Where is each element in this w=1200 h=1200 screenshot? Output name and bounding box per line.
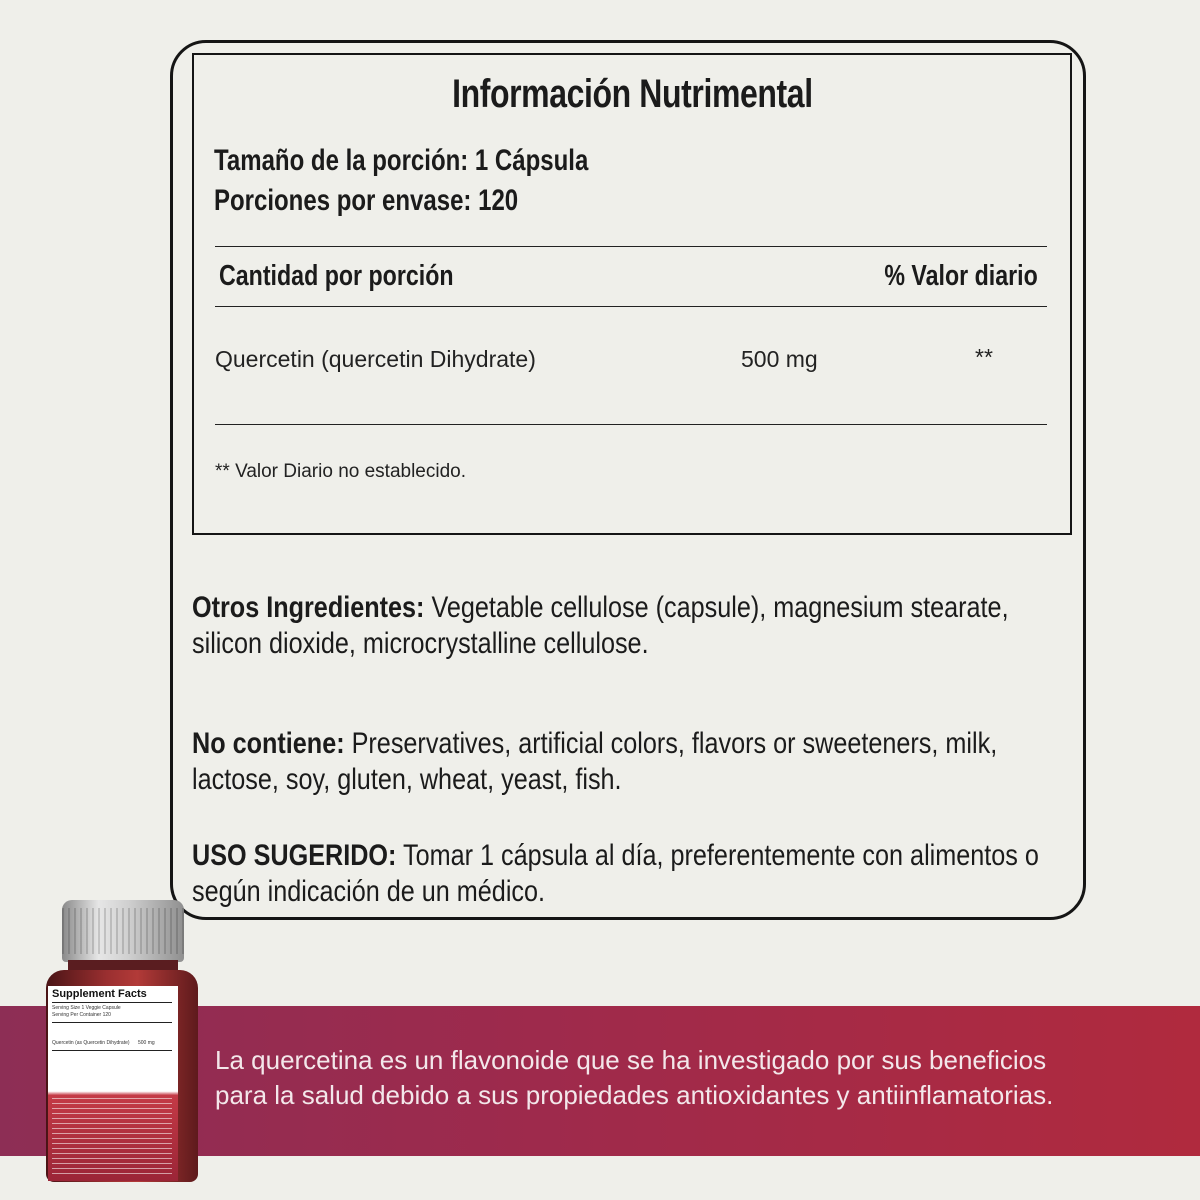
suggested-use-text-2: según indicación de un médico.: [192, 875, 546, 908]
bottle-label-title: Supplement Facts: [52, 988, 147, 1000]
suggested-use-label: USO SUGERIDO:: [192, 839, 397, 872]
free-from-text-2: lactose, soy, gluten, wheat, yeast, fish.: [192, 763, 622, 796]
ingredient-name: Quercetin (quercetin Dihydrate): [215, 346, 536, 372]
ingredient-amount: 500 mg: [741, 346, 818, 372]
suggested-use: [192, 838, 1092, 910]
divider-bottom: [215, 424, 1047, 425]
free-from: [192, 726, 1092, 798]
bottle-label-rule-2: [52, 1022, 172, 1023]
bottle-label-line-2: Serving Per Container 120: [52, 1012, 111, 1018]
daily-value-footnote: ** Valor Diario no establecido.: [215, 461, 467, 482]
suggested-use-text-1: Tomar 1 cápsula al día, preferentemente con alimentos o: [396, 839, 1039, 872]
ingredient-daily-value: **: [975, 344, 993, 370]
free-from-text-1: Preservatives, artificial colors, flavors or sweeteners, milk,: [344, 727, 998, 760]
other-ingredients: [192, 590, 1092, 662]
serving-size: Tamaño de la porción: 1 Cápsula: [214, 144, 589, 177]
product-bottle: [40, 900, 205, 1190]
bottle-label-rule: [52, 1002, 172, 1003]
bottle-label-line-4: 500 mg: [138, 1040, 155, 1046]
bottle-label-line-1: Serving Size 1 Veggie Capsule: [52, 1005, 121, 1011]
other-ingredients-label: Otros Ingredientes:: [192, 591, 425, 624]
bottle-label-fine-print: [52, 1098, 172, 1178]
banner-text: [215, 1043, 1053, 1113]
bottle-label-rule-3: [52, 1050, 172, 1051]
free-from-label: No contiene:: [192, 727, 345, 760]
banner-line-1: La quercetina es un flavonoide que se ha investigado por sus beneficios: [215, 1045, 1047, 1075]
servings-per-container: Porciones por envase: 120: [214, 184, 519, 217]
amount-per-serving-header: Cantidad por porción: [219, 260, 454, 292]
bottle-label: [48, 986, 178, 1181]
divider-header: [215, 306, 1047, 307]
divider-top: [215, 246, 1047, 247]
other-ingredients-text-2: silicon dioxide, microcrystalline cellulose.: [192, 627, 649, 660]
bottle-cap: [62, 900, 184, 962]
panel-title: Información Nutrimental: [451, 72, 813, 116]
bottle-label-line-3: Quercetin (as Quercetin Dihydrate): [52, 1040, 130, 1046]
banner-line-2: para la salud debido a sus propiedades antioxidantes y antiinflamatorias.: [215, 1080, 1054, 1110]
other-ingredients-text-1: Vegetable cellulose (capsule), magnesium stearate,: [424, 591, 1009, 624]
daily-value-header: % Valor diario: [884, 260, 1038, 292]
